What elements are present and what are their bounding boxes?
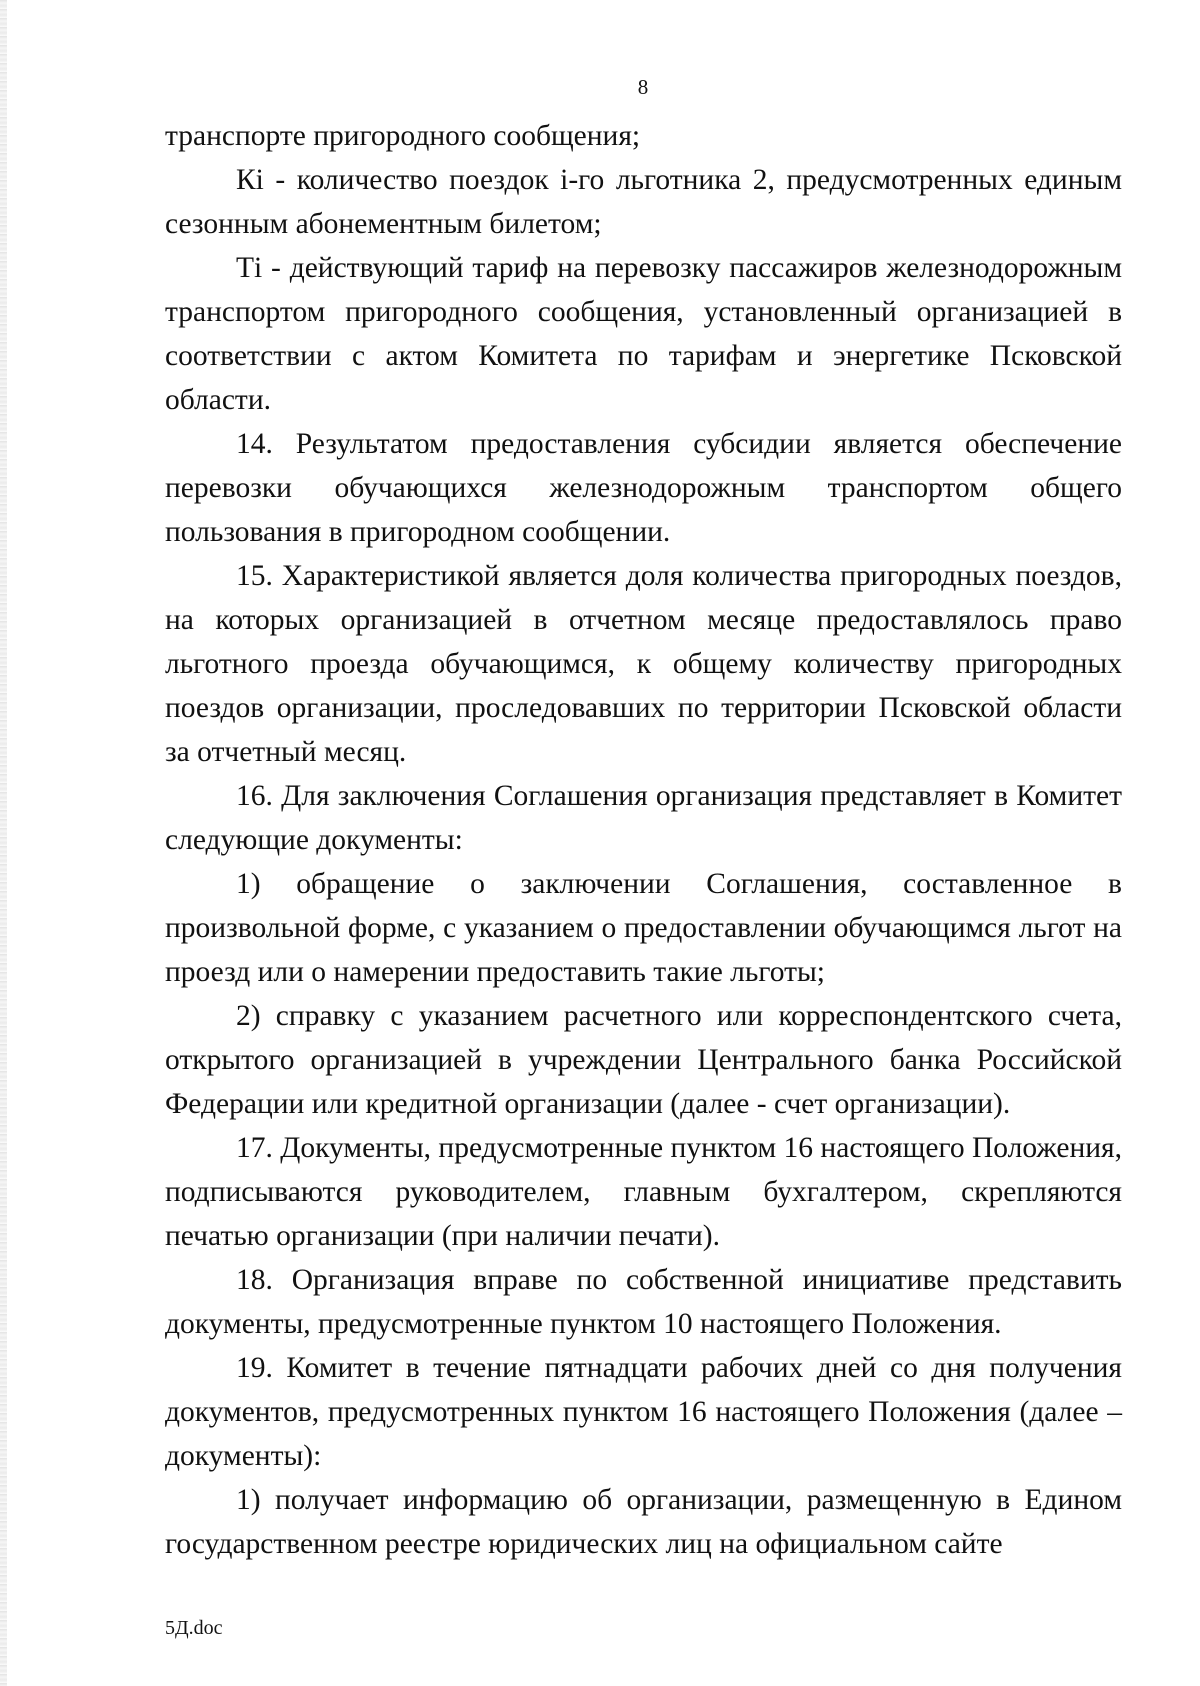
footer-file-code: 5Д.doc	[165, 1617, 223, 1639]
paragraph-ti-definition: Тi - действующий тариф на перевозку пассажиров железнодорожным транспортом пригородного сообщения, установленный организацией в соответствии с актом Комитета по тарифам и энергетике Псковской области.	[165, 252, 1122, 416]
paragraph-item-16: 16. Для заключения Соглашения организация представляет в Комитет следующие документы:	[165, 780, 1122, 856]
document-body	[165, 114, 1122, 1566]
paragraph-continuation: транспорте пригородного сообщения;	[165, 120, 641, 152]
paragraph-item-15: 15. Характеристикой является доля количества пригородных поездов, на которых организацией в отчетном месяце предоставлялось право льготного проезда обучающимся, к общему количеству пригородных поездов организации, проследовавших по территории Псковской области за отчетный месяц.	[165, 560, 1122, 768]
paragraph-item-17: 17. Документы, предусмотренные пунктом 16 настоящего Положения, подписываются руководителем, главным бухгалтером, скрепляются печатью организации (при наличии печати).	[165, 1132, 1122, 1252]
paragraph-item-16-sub-2: 2) справку с указанием расчетного или корреспондентского счета, открытого организацией в учреждении Центрального банка Российской Федерации или кредитной организации (далее - счет организации).	[165, 1000, 1122, 1120]
paragraph-item-19: 19. Комитет в течение пятнадцати рабочих дней со дня получения документов, предусмотренных пунктом 16 настоящего Положения (далее – документы):	[165, 1352, 1122, 1472]
paragraph-item-19-sub-1: 1) получает информацию об организации, размещенную в Едином государственном реестре юридических лиц на официальном сайте	[165, 1484, 1122, 1560]
scan-edge-decoration	[0, 0, 7, 1686]
paragraph-item-18: 18. Организация вправе по собственной инициативе представить документы, предусмотренные пунктом 10 настоящего Положения.	[165, 1264, 1122, 1340]
paragraph-ki-definition: Кi - количество поездок i-го льготника 2, предусмотренных единым сезонным абонементным билетом;	[165, 164, 1122, 240]
page-number: 8	[637, 75, 649, 99]
paragraph-item-14: 14. Результатом предоставления субсидии является обеспечение перевозки обучающихся железнодорожным транспортом общего пользования в пригородном сообщении.	[165, 428, 1122, 548]
paragraph-item-16-sub-1: 1) обращение о заключении Соглашения, составленное в произвольной форме, с указанием о предоставлении обучающимся льгот на проезд или о намерении предоставить такие льготы;	[165, 868, 1122, 988]
